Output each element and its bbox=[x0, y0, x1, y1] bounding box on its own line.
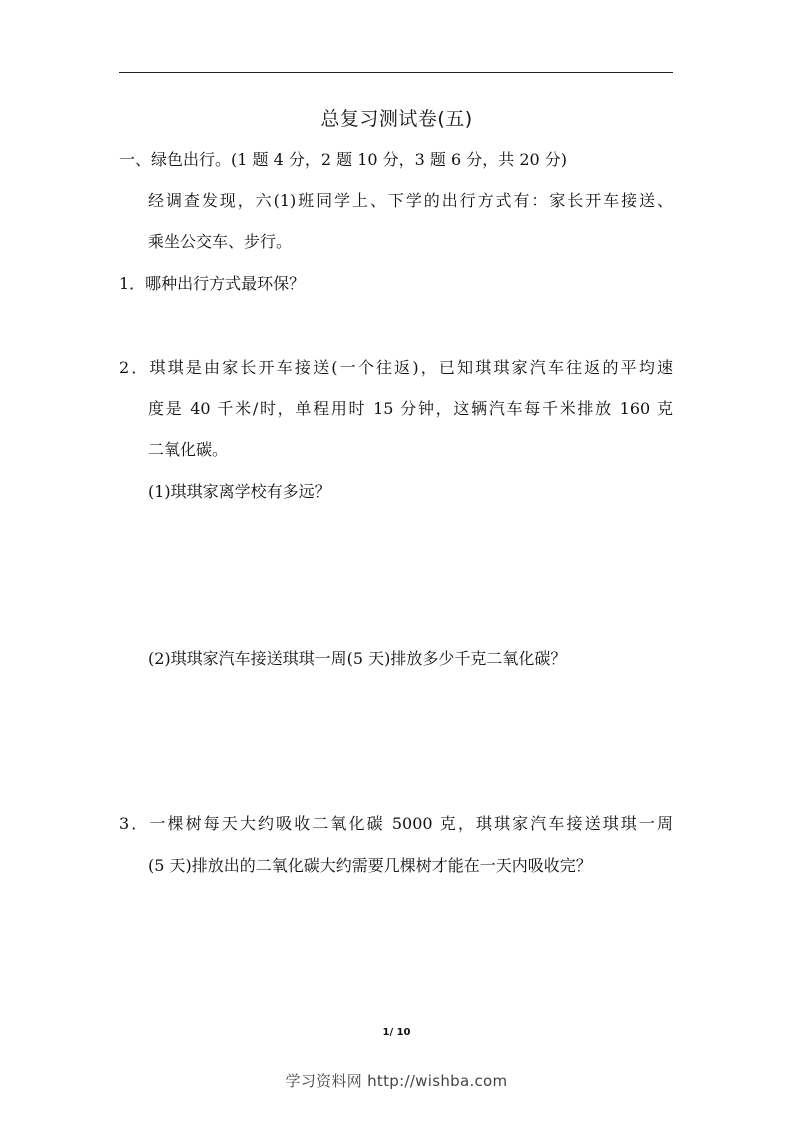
question-2-sub-2: (2)琪琪家汽车接送琪琪一周(5 天)排放多少千克二氧化碳？ bbox=[148, 649, 567, 668]
footer-watermark: 学习资料网 http://wishba.com bbox=[285, 1072, 508, 1090]
page-title: 总复习测试卷(五) bbox=[320, 108, 473, 130]
section-heading: 一、绿色出行。(1 题 4 分，2 题 10 分，3 题 6 分，共 20 分) bbox=[119, 150, 568, 169]
question-1: 1．哪种出行方式最环保？ bbox=[119, 274, 306, 293]
question-2-line-3: 二氧化碳。 bbox=[148, 440, 229, 459]
question-3-line-1: 3．一棵树每天大约吸收二氧化碳 5000 克，琪琪家汽车接送琪琪一周 bbox=[119, 814, 673, 833]
question-2-sub-1: (1)琪琪家离学校有多远？ bbox=[148, 482, 331, 501]
header-rule bbox=[119, 72, 673, 73]
question-2-line-1: 2．琪琪是由家长开车接送(一个往返)，已知琪琪家汽车往返的平均速 bbox=[119, 358, 673, 377]
intro-line-2: 乘坐公交车、步行。 bbox=[148, 232, 293, 251]
question-3-line-2: (5 天)排放出的二氧化碳大约需要几棵树才能在一天内吸收完？ bbox=[148, 856, 592, 875]
page-number: 1/ 10 bbox=[382, 1027, 411, 1038]
question-2-line-2: 度是 40 千米/时，单程用时 15 分钟，这辆汽车每千米排放 160 克 bbox=[148, 399, 673, 418]
intro-line-1: 经调查发现，六(1)班同学上、下学的出行方式有：家长开车接送、 bbox=[148, 191, 673, 210]
